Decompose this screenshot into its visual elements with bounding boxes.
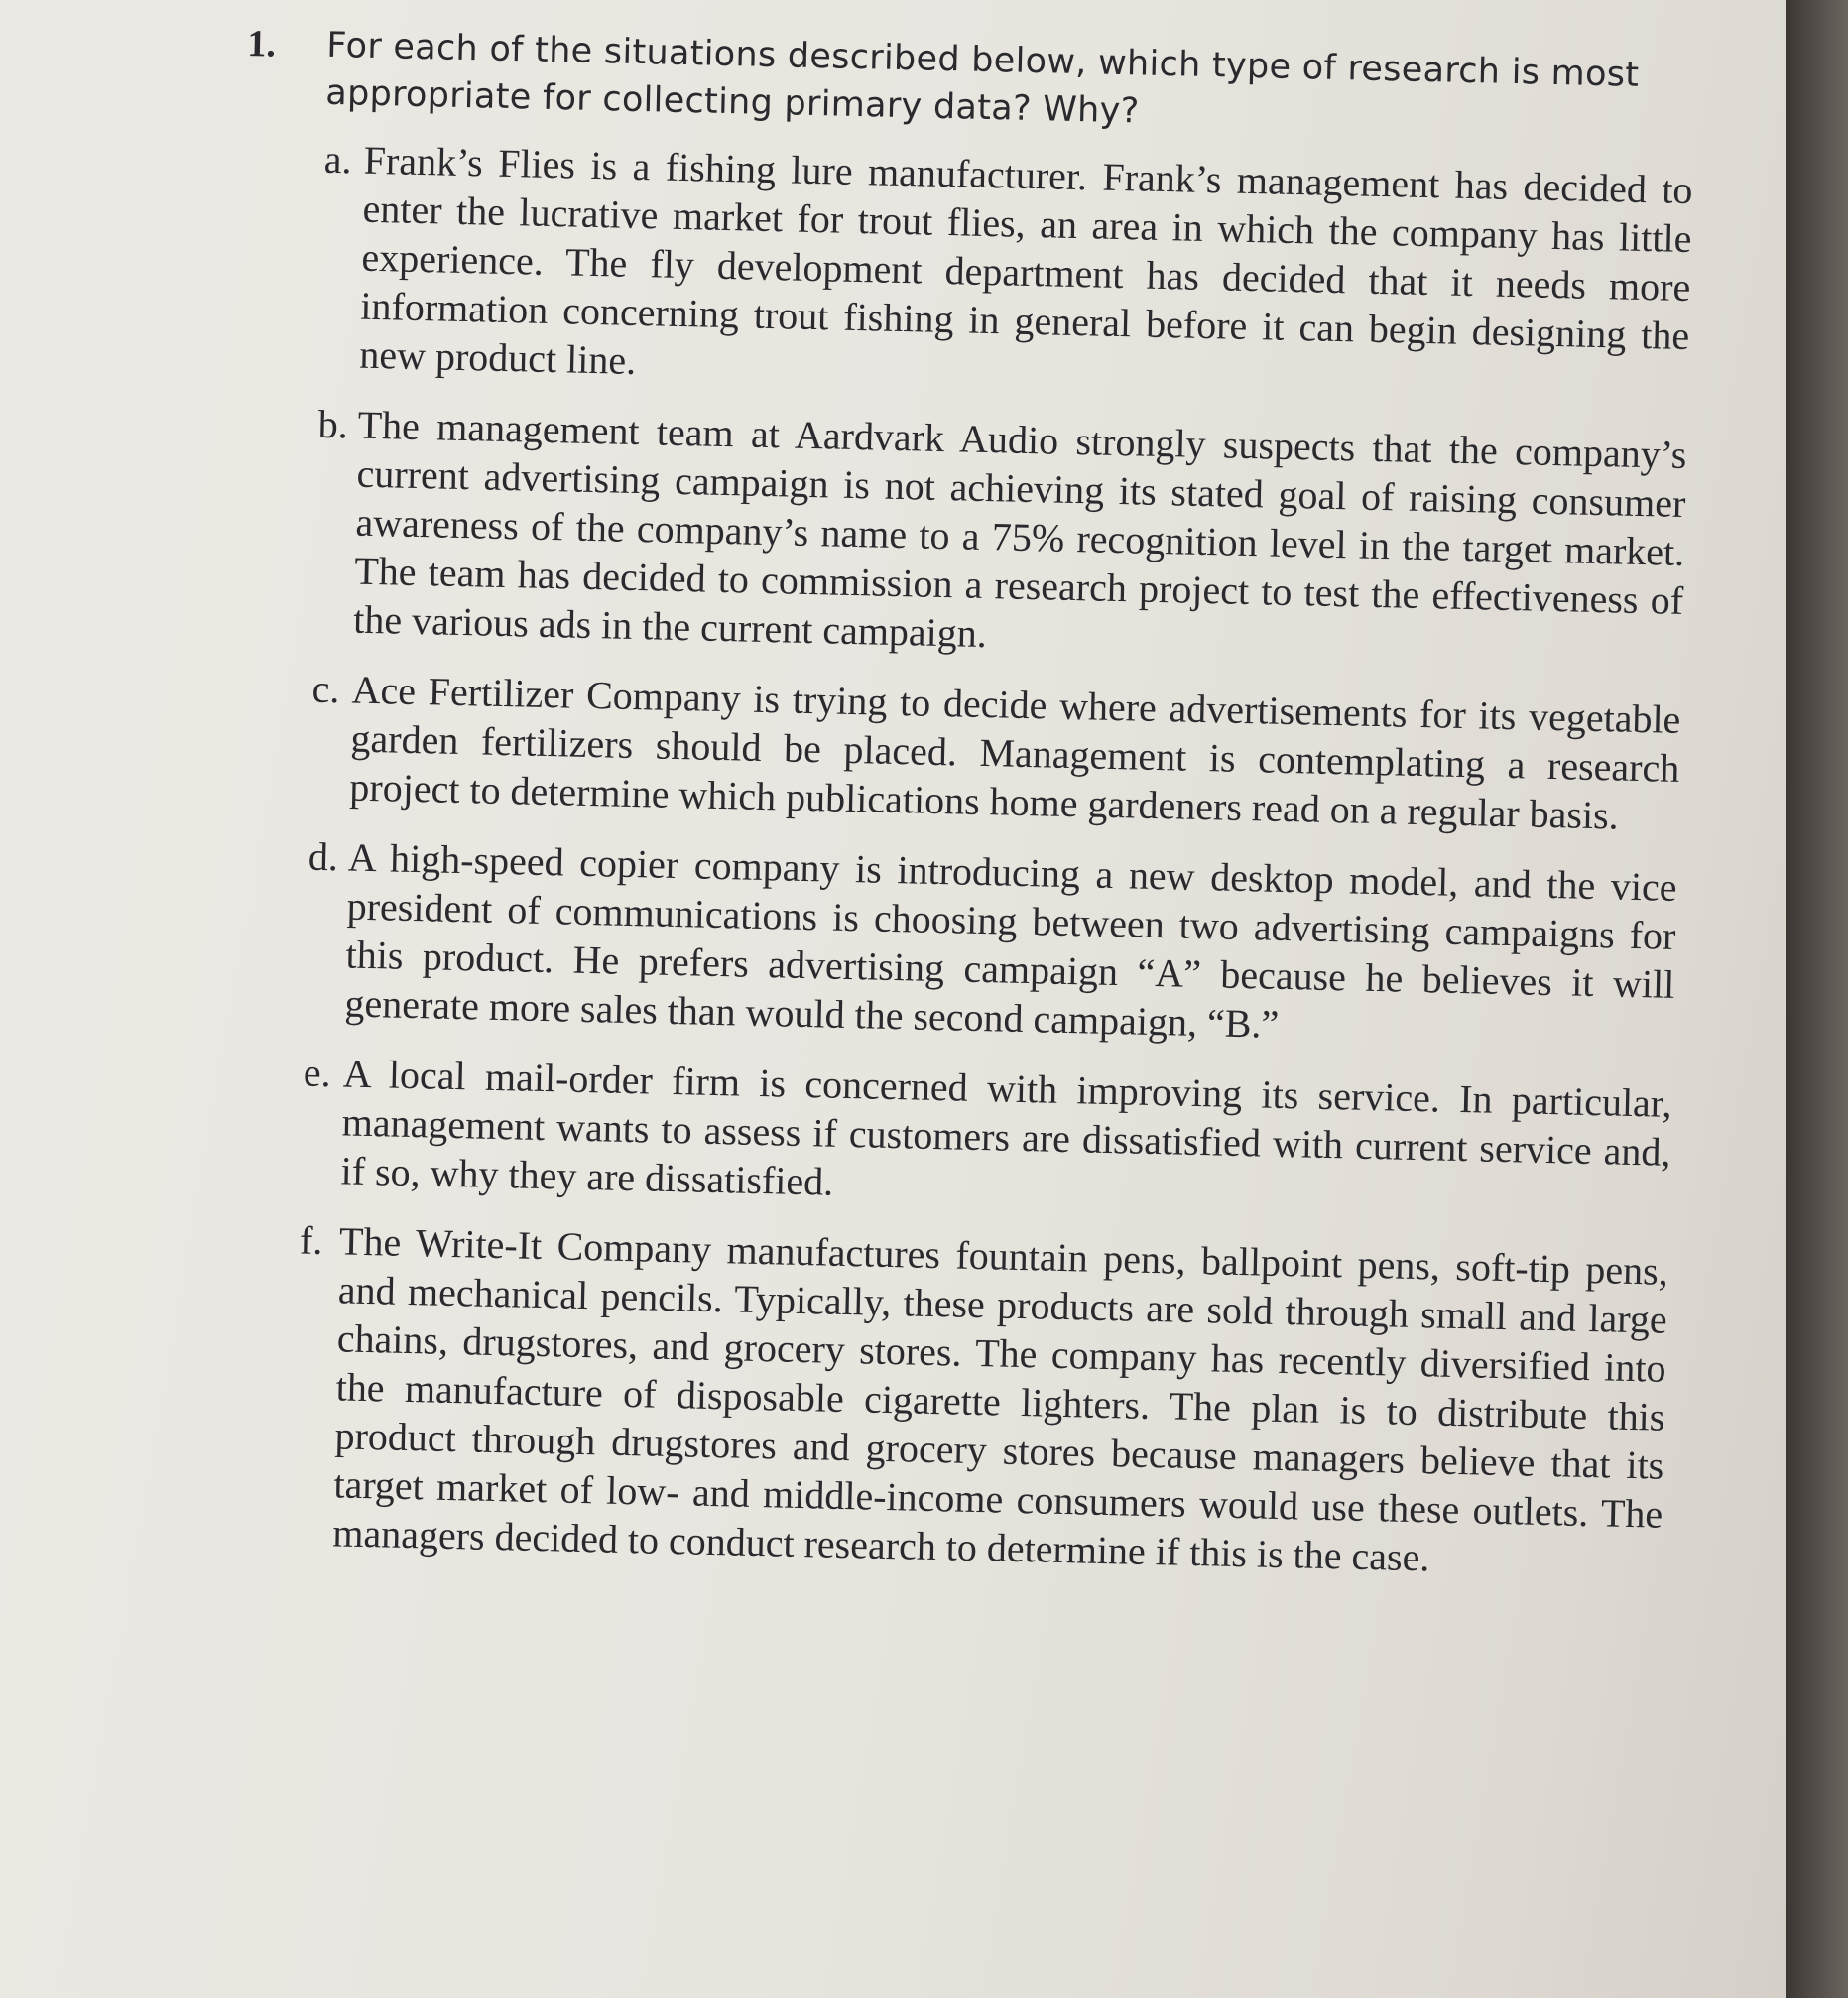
situation-b bbox=[313, 400, 1687, 674]
question-1 bbox=[246, 20, 1696, 148]
question-prompt: For each of the situations described below, which type of research is most appropriate for collecting primary data? Why? bbox=[324, 25, 1640, 132]
item-label: a. bbox=[323, 136, 353, 183]
item-text: The Write-It Company manufactures fountain pens, ballpoint pens, soft-tip pens, and mechanical pencils. Typically, these products are sold through small and large chains, drugstores, and grocery stores. The company has recently diversified into the manufacture of disposable cigarette lighters. The plan is to distribute this product through drugstores and grocery stores because managers believe that its target market of low- and middle-income consumers would use these outlets. The managers decided to conduct research to determine if this is the case. bbox=[331, 1218, 1669, 1580]
item-text: A high-speed copier company is introducing a new desktop model, and the vice president of communications is choosing between two advertising campaigns for this product. He prefers advertising campaign “A” because he believes it will generate more sales than would the second campaign, “B.” bbox=[344, 834, 1678, 1047]
situation-a bbox=[319, 135, 1693, 409]
situation-e bbox=[301, 1049, 1672, 1225]
item-label: c. bbox=[311, 666, 340, 712]
situation-c bbox=[309, 665, 1681, 841]
item-text: The management team at Aardvark Audio strongly suspects that the company’s current advertising campaign is not achieving its stated goal of raising consumer awareness of the company’s name to a 75% recognition level in the target market. The team has decided to commission a research project to test the effectiveness of the various ads in the current campaign. bbox=[352, 402, 1687, 657]
item-label: b. bbox=[317, 401, 349, 447]
exercise-block bbox=[212, 20, 1695, 1609]
situation-d bbox=[305, 832, 1677, 1058]
situation-f bbox=[293, 1216, 1668, 1587]
item-label: d. bbox=[308, 833, 339, 880]
item-text: Ace Fertilizer Company is trying to decide where advertisements for its vegetable garden fertilizers should be placed. Management is contemplating a research project to determine which publications home gardeners read on a regular basis. bbox=[348, 667, 1681, 838]
item-text: Frank’s Flies is a fishing lure manufacturer. Frank’s management has decided to enter the lucrative market for trout flies, an area in which the company has little experience. The fly development department has decided that it needs more information concerning trout fishing in general before it can begin designing the new product line. bbox=[358, 137, 1693, 383]
question-number: 1. bbox=[246, 22, 277, 65]
item-label: e. bbox=[303, 1050, 332, 1096]
page-edge-shadow bbox=[1786, 0, 1848, 1998]
item-label: f. bbox=[299, 1217, 323, 1264]
situation-list bbox=[293, 135, 1693, 1587]
item-text: A local mail-order firm is concerned with improving its service. In particular, management wants to assess if customers are dissatisfied with current service and, if so, why they are dissatisfied. bbox=[340, 1051, 1673, 1204]
